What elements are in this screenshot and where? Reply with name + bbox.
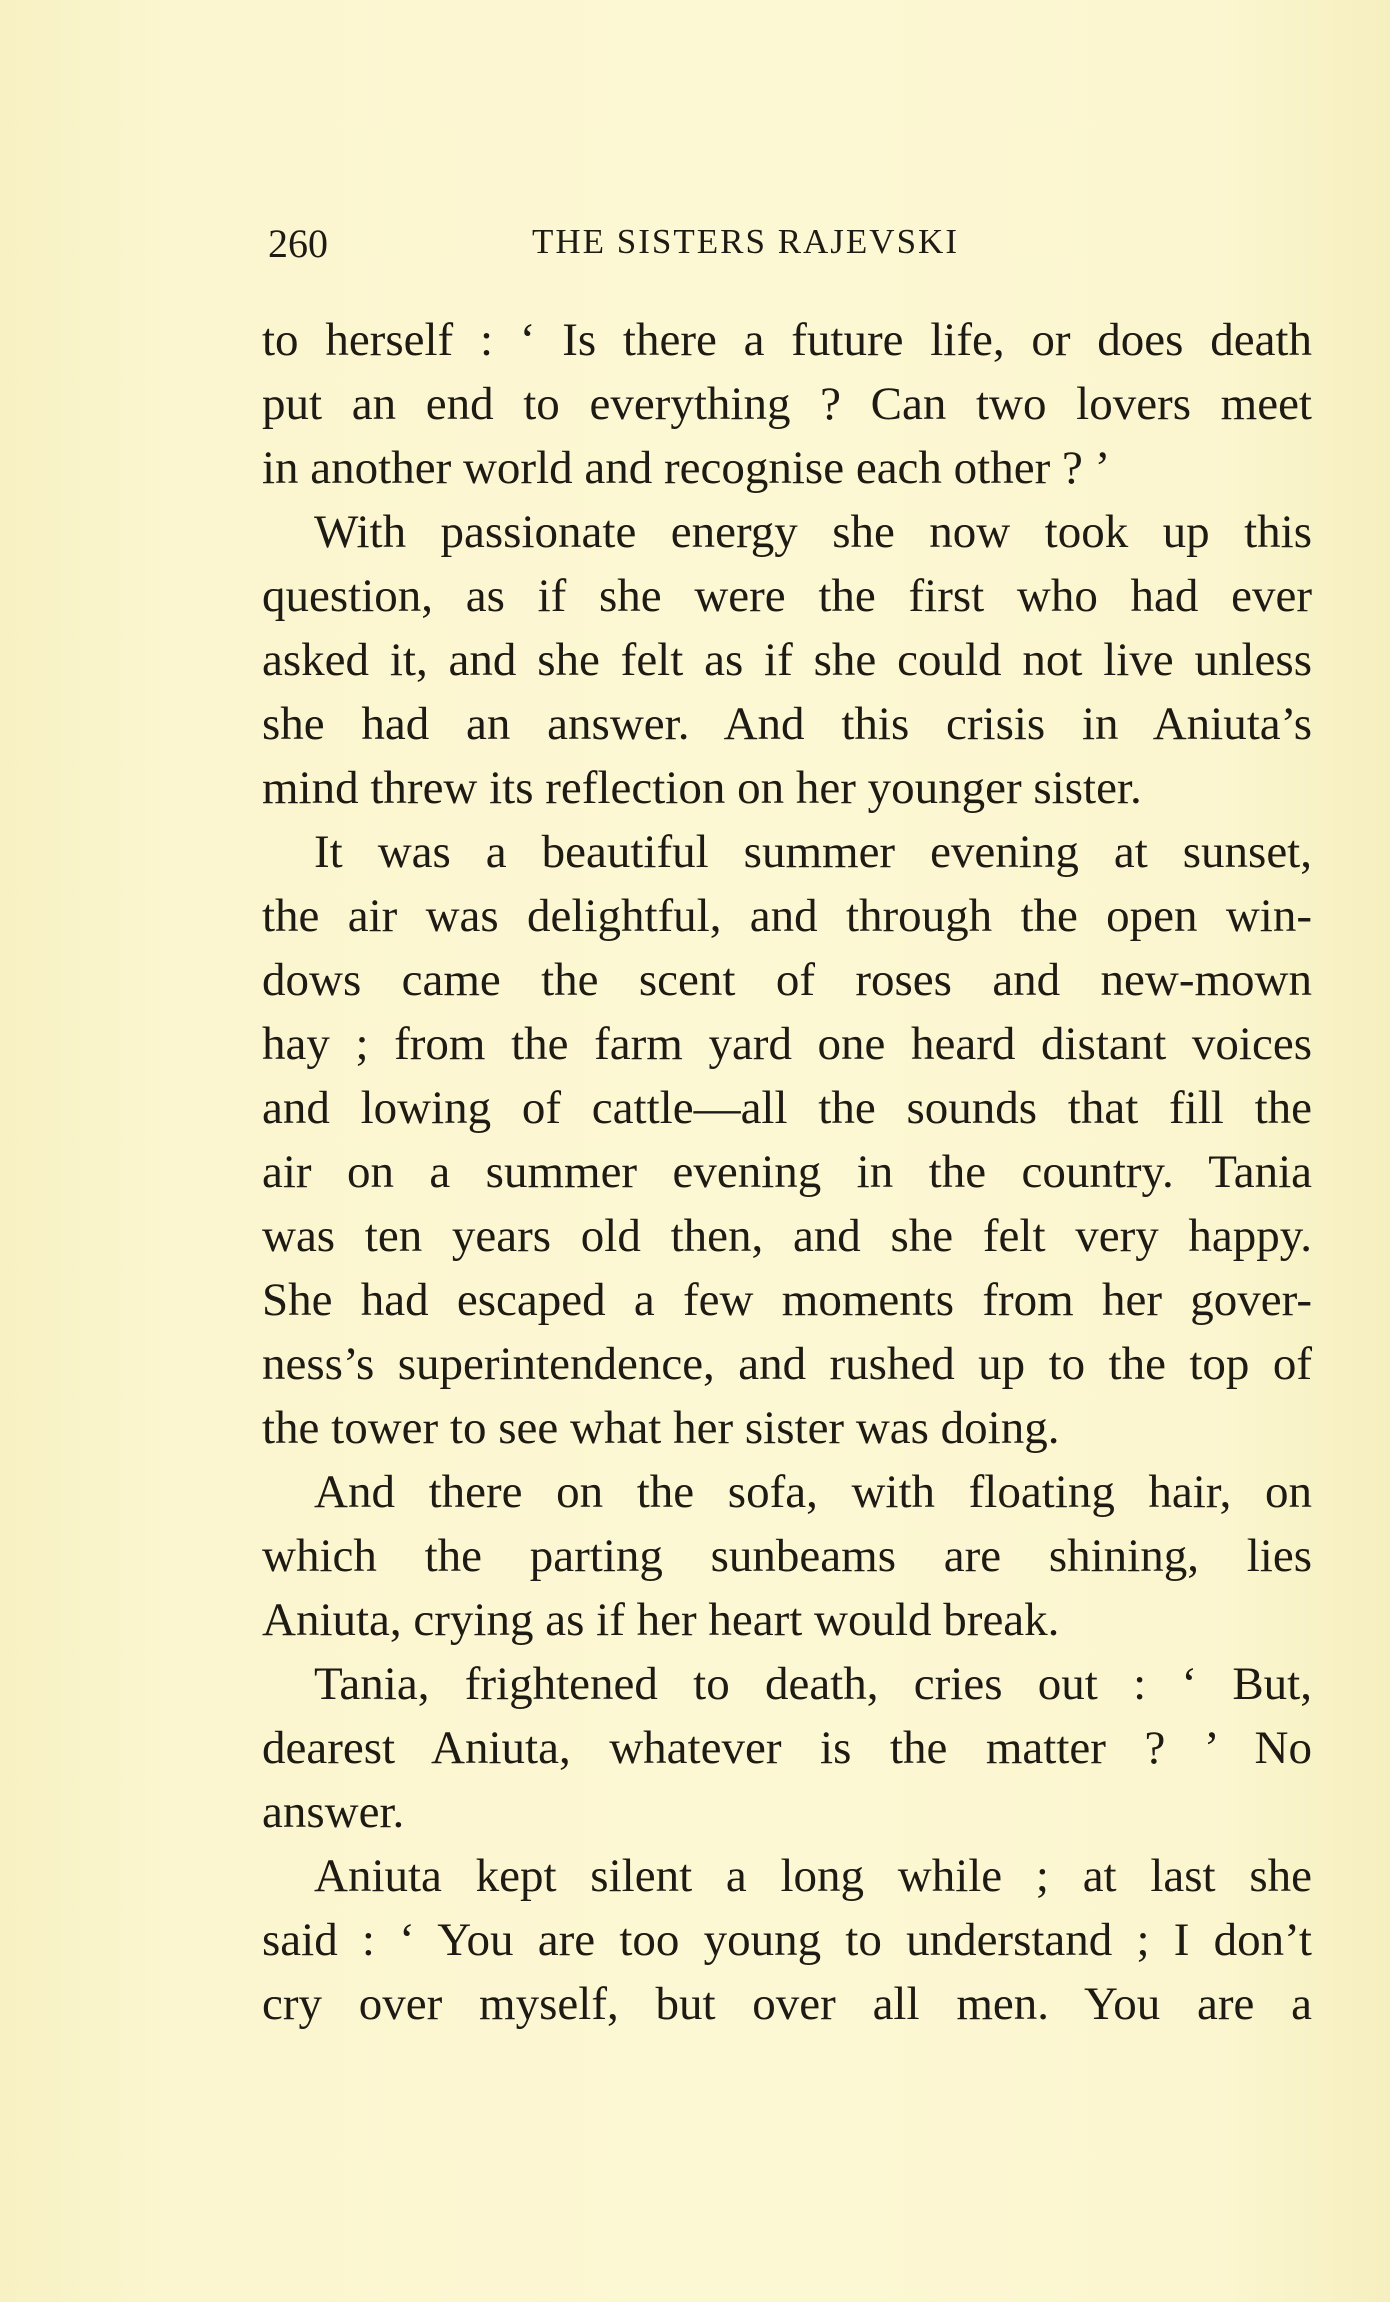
body-text (262, 308, 1312, 2036)
text-line: It was a beautiful summer evening at sunset, (314, 826, 1312, 878)
text-line: She had escaped a few moments from her gover- (262, 1274, 1312, 1326)
text-line: she had an answer. And this crisis in Aniuta’s (262, 698, 1312, 750)
text-line: to herself : ‘ Is there a future life, or does death (262, 314, 1312, 366)
text-line: Aniuta, crying as if her heart would break. (262, 1594, 1060, 1646)
text-line: ness’s superintendence, and rushed up to the top of (262, 1338, 1312, 1390)
text-line: said : ‘ You are too young to understand ; I don’t (262, 1914, 1312, 1966)
text-line: which the parting sunbeams are shining, lies (262, 1530, 1312, 1582)
running-title: THE SISTERS RAJEVSKI (532, 222, 959, 261)
text-line: hay ; from the farm yard one heard distant voices (262, 1018, 1312, 1070)
text-line: in another world and recognise each other ? ’ (262, 442, 1111, 494)
text-line: And there on the sofa, with floating hair, on (314, 1466, 1312, 1518)
text-line: With passionate energy she now took up this (314, 506, 1312, 558)
text-line: put an end to everything ? Can two lovers meet (262, 378, 1312, 430)
page-number: 260 (268, 221, 328, 266)
text-line: Tania, frightened to death, cries out : ‘ But, (314, 1658, 1312, 1710)
text-line: the air was delightful, and through the open win- (262, 890, 1312, 942)
text-line: asked it, and she felt as if she could not live unless (262, 634, 1312, 686)
text-line: and lowing of cattle—all the sounds that fill the (262, 1082, 1312, 1134)
text-line: was ten years old then, and she felt very happy. (262, 1210, 1312, 1262)
text-line: dows came the scent of roses and new-mown (262, 954, 1312, 1006)
text-line: question, as if she were the first who had ever (262, 570, 1312, 622)
text-line: the tower to see what her sister was doing. (262, 1402, 1060, 1454)
page-header (264, 212, 1314, 272)
text-line: answer. (262, 1786, 405, 1838)
text-line: mind threw its reflection on her younger sister. (262, 762, 1142, 814)
text-line: air on a summer evening in the country. Tania (262, 1146, 1312, 1198)
text-line: cry over myself, but over all men. You are a (262, 1978, 1312, 2030)
text-line: Aniuta kept silent a long while ; at last she (314, 1850, 1312, 1902)
text-line: dearest Aniuta, whatever is the matter ? ’ No (262, 1722, 1312, 1774)
